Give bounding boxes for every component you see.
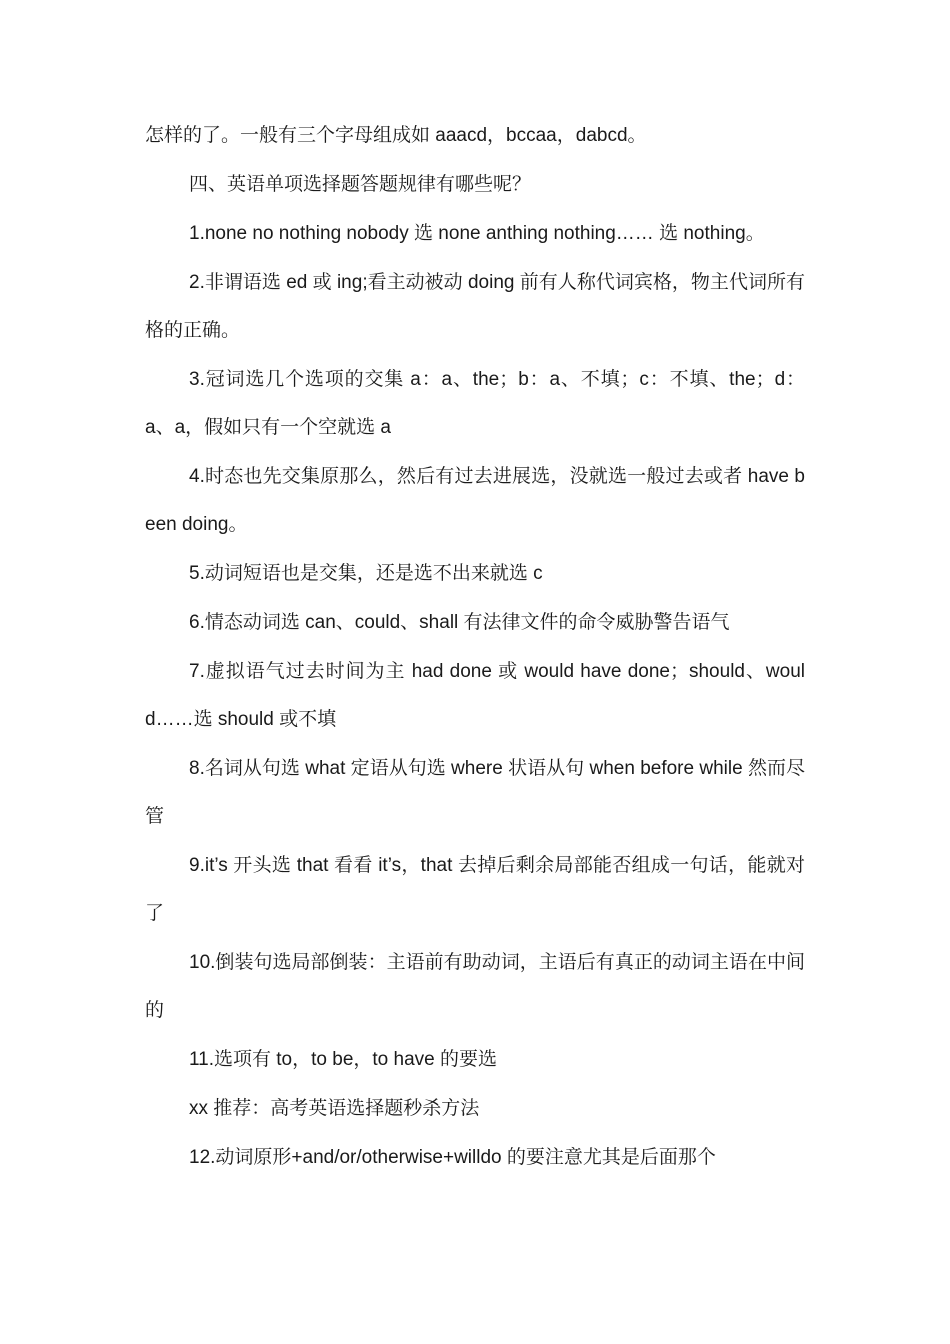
rule-item-1: 1.none no nothing nobody 选 none anthing nothing…… 选 nothing。 — [189, 223, 765, 244]
rule-item-6: 6.情态动词选 can、could、shall 有法律文件的命令威胁警告语气 — [189, 612, 730, 633]
rule-item-4: 4.时态也先交集原那么，然后有过去进展选，没就选一般过去或者 have been doing。 — [145, 466, 805, 535]
rule-item-9: 9.it’s 开头选 that 看看 it’s，that 去掉后剩余局部能否组成一句话，能就对了 — [145, 855, 805, 924]
section-heading-four: 四、英语单项选择题答题规律有哪些呢？ — [189, 174, 532, 195]
recommendation-line: xx 推荐：高考英语选择题秒杀方法 — [189, 1098, 480, 1119]
rule-item-2: 2.非谓语选 ed 或 ing;看主动被动 doing 前有人称代词宾格，物主代词所有格的正确。 — [145, 272, 805, 341]
rule-item-5: 5.动词短语也是交集，还是选不出来就选 c — [189, 563, 543, 584]
rule-item-12: 12.动词原形+and/or/otherwise+willdo 的要注意尤其是后面那个 — [189, 1147, 716, 1168]
rule-item-3: 3.冠词选几个选项的交集 a：a、the；b：a、不填；c：不填、the；d：a、a，假如只有一个空就选 a — [145, 369, 805, 438]
rule-item-8: 8.名词从句选 what 定语从句选 where 状语从句 when before while 然而尽管 — [145, 758, 805, 827]
rule-item-7: 7.虚拟语气过去时间为主 had done 或 would have done；should、would……选 should 或不填 — [145, 661, 805, 730]
document-body — [145, 112, 805, 1183]
rule-item-11: 11.选项有 to，to be，to have 的要选 — [189, 1049, 497, 1070]
rule-item-10: 10.倒装句选局部倒装：主语前有助动词，主语后有真正的动词主语在中间的 — [145, 952, 805, 1021]
paragraph-continuation: 怎样的了。一般有三个字母组成如 aaacd，bccaa，dabcd。 — [145, 125, 647, 146]
